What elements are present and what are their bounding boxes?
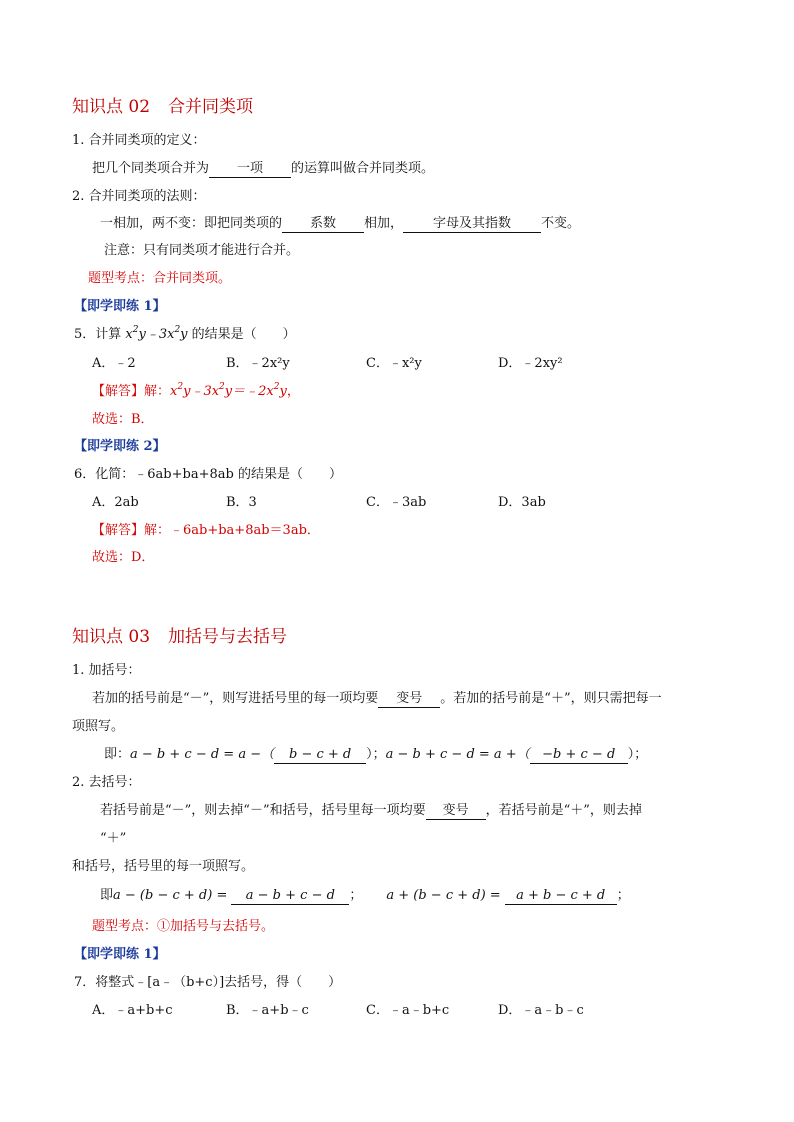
fill-blank: 变号 xyxy=(426,803,486,820)
option-b: B．3 xyxy=(226,495,257,510)
practice-label: 【即学即练 1】 xyxy=(74,947,166,962)
rule-heading: 2. 合并同类项的法则： xyxy=(72,189,206,204)
math-expression: $x^2y﹣3x^2y$ xyxy=(125,325,188,342)
option-c: C．﹣3ab xyxy=(366,495,427,510)
fill-blank: 系数 xyxy=(282,216,364,233)
question-6-options xyxy=(92,494,732,512)
section-title-kp02 xyxy=(72,96,253,118)
definition-text: 把几个同类项合并为 一项 的运算叫做合并同类项。 xyxy=(92,161,435,176)
question-6-answer: 【解答】解：﹣6ab+ba+8ab＝3ab． xyxy=(92,523,320,538)
add-bracket-heading: 1. 加括号： xyxy=(72,663,141,678)
add-bracket-text-line2: 项照写。 xyxy=(72,719,125,734)
question-5-answer: 【解答】解：$x^2y﹣3x^2y=﹣2x^2y$， xyxy=(92,382,300,399)
fill-blank: a − b + c − d xyxy=(231,888,349,905)
section-title-kp03 xyxy=(72,626,287,648)
option-a: A．﹣a+b+c xyxy=(92,1003,173,1018)
fill-blank: 一项 xyxy=(209,161,291,178)
option-d: D．﹣2xy² xyxy=(498,356,563,371)
option-c: C．﹣a﹣b+c xyxy=(366,1003,450,1018)
question-7-options xyxy=(92,1002,732,1020)
add-bracket-example: 即：a − b + c − d = a −（ b − c + d ）；a − b + c − d = a +（ −b + c − d ）； xyxy=(104,747,648,762)
option-d: D．﹣a﹣b﹣c xyxy=(498,1003,584,1018)
note-text: 注意：只有同类项才能进行合并。 xyxy=(104,243,300,258)
remove-bracket-example: 即a − (b − c + d) = a − b + c − d ； a + (b − c + d) = a + b − c + d ； xyxy=(100,888,630,903)
option-b: B．﹣2x²y xyxy=(226,356,290,371)
question-6-stem: 6．化简：﹣6ab+ba+8ab 的结果是（ ） xyxy=(74,467,342,482)
math-expression: $x^2y﹣3x^2y=﹣2x^2y$ xyxy=(170,382,287,399)
exam-point: 题型考点：合并同类项。 xyxy=(88,271,232,286)
question-6-choice: 故选：D． xyxy=(92,550,155,565)
section-name: 合并同类项 xyxy=(168,97,254,117)
section-number: 知识点 03 xyxy=(72,627,151,647)
fill-blank: −b + c − d xyxy=(530,747,628,764)
practice-label: 【即学即练 1】 xyxy=(74,299,166,314)
exam-point: 题型考点：①加括号与去括号。 xyxy=(92,919,275,934)
option-d: D．3ab xyxy=(498,495,546,510)
option-a: A．﹣2 xyxy=(92,356,136,371)
question-5-stem: 5．计算 $x^2y﹣3x^2y$ 的结果是（ ） xyxy=(74,325,296,342)
remove-bracket-text-line2: “＋” xyxy=(100,831,127,846)
definition-heading: 1. 合并同类项的定义： xyxy=(72,133,206,148)
fill-blank: b − c + d xyxy=(274,747,366,764)
practice-label: 【即学即练 2】 xyxy=(74,439,166,454)
remove-bracket-text: 若括号前是“－”，则去掉“－”和括号，括号里每一项均要 变号 ，若括号前是“＋”，则去掉 xyxy=(100,803,642,818)
question-7-stem: 7．将整式﹣[a﹣（b+c）]去括号，得（ ） xyxy=(74,975,342,990)
rule-text: 一相加，两不变：即把同类项的 系数 相加， 字母及其指数 不变。 xyxy=(100,216,581,231)
fill-blank: 变号 xyxy=(378,691,440,708)
fill-blank: 字母及其指数 xyxy=(403,216,541,233)
section-name: 加括号与去括号 xyxy=(168,627,288,647)
section-number: 知识点 02 xyxy=(72,97,151,117)
fill-blank: a + b − c + d xyxy=(505,888,617,905)
option-a: A．2ab xyxy=(92,495,139,510)
question-5-choice: 故选：B． xyxy=(92,412,154,427)
remove-bracket-text-line3: 和括号，括号里的每一项照写。 xyxy=(72,859,255,874)
option-c: C．﹣x²y xyxy=(366,356,422,371)
question-5-options xyxy=(92,355,732,373)
remove-bracket-heading: 2. 去括号： xyxy=(72,775,141,790)
option-b: B．﹣a+b﹣c xyxy=(226,1003,309,1018)
add-bracket-text: 若加的括号前是“－”，则写进括号里的每一项均要 变号 。若加的括号前是“＋”，则只需把每一 xyxy=(92,691,662,706)
